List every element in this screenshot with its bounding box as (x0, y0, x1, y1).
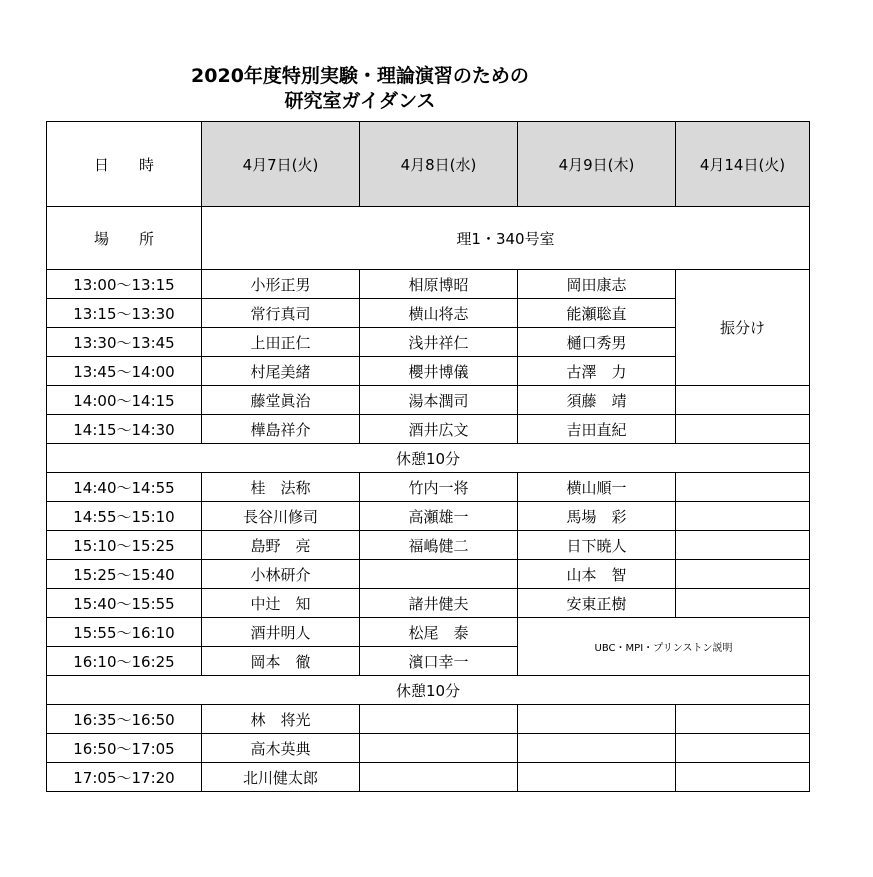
presenter-cell: 濱口幸一 (360, 647, 518, 676)
empty-cell (676, 763, 810, 792)
date-header: 4月7日(火) (202, 122, 360, 207)
program-info-cell: UBC・MPI・プリンストン説明 (518, 618, 810, 676)
date-header: 4月9日(木) (518, 122, 676, 207)
time-cell: 17:05〜17:20 (47, 763, 202, 792)
time-cell: 15:40〜15:55 (47, 589, 202, 618)
allocation-cell: 振分け (676, 270, 810, 386)
schedule-table (46, 121, 810, 792)
time-cell: 16:35〜16:50 (47, 705, 202, 734)
empty-cell (518, 705, 676, 734)
time-cell: 15:10〜15:25 (47, 531, 202, 560)
time-cell: 13:45〜14:00 (47, 357, 202, 386)
presenter-cell: 横山将志 (360, 299, 518, 328)
presenter-cell: 能瀬聡直 (518, 299, 676, 328)
time-cell: 14:40〜14:55 (47, 473, 202, 502)
presenter-cell: 桂 法称 (202, 473, 360, 502)
presenter-cell: 中辻 知 (202, 589, 360, 618)
table-row (47, 705, 810, 734)
empty-cell (676, 705, 810, 734)
document-title-line2: 研究室ガイダンス (284, 90, 436, 112)
date-header: 4月8日(水) (360, 122, 518, 207)
presenter-cell: 常行真司 (202, 299, 360, 328)
place-value: 理1・340号室 (202, 207, 810, 270)
empty-cell (518, 734, 676, 763)
empty-cell (676, 531, 810, 560)
presenter-cell: 高木英典 (202, 734, 360, 763)
empty-cell (518, 763, 676, 792)
presenter-cell: 相原博昭 (360, 270, 518, 299)
place-row (47, 207, 810, 270)
presenter-cell: 須藤 靖 (518, 386, 676, 415)
presenter-cell: 岡本 徹 (202, 647, 360, 676)
time-cell: 14:00〜14:15 (47, 386, 202, 415)
presenter-cell: 島野 亮 (202, 531, 360, 560)
presenter-cell: 長谷川修司 (202, 502, 360, 531)
presenter-cell: 山本 智 (518, 560, 676, 589)
table-row (47, 270, 810, 299)
presenter-cell: 古澤 力 (518, 357, 676, 386)
presenter-cell: 上田正仁 (202, 328, 360, 357)
presenter-cell: 日下暁人 (518, 531, 676, 560)
presenter-cell: 浅井祥仁 (360, 328, 518, 357)
presenter-cell: 小林研介 (202, 560, 360, 589)
time-cell: 13:15〜13:30 (47, 299, 202, 328)
table-row (47, 734, 810, 763)
empty-cell (360, 705, 518, 734)
time-cell: 13:00〜13:15 (47, 270, 202, 299)
break-label: 休憩10分 (47, 444, 810, 473)
empty-cell (360, 763, 518, 792)
place-label: 場 所 (47, 207, 202, 270)
time-cell: 16:10〜16:25 (47, 647, 202, 676)
empty-cell (676, 589, 810, 618)
table-row (47, 589, 810, 618)
presenter-cell (360, 560, 518, 589)
presenter-cell: 福嶋健二 (360, 531, 518, 560)
presenter-cell: 酒井明人 (202, 618, 360, 647)
break-row (47, 676, 810, 705)
presenter-cell: 小形正男 (202, 270, 360, 299)
time-cell: 13:30〜13:45 (47, 328, 202, 357)
table-row (47, 560, 810, 589)
presenter-cell: 湯本潤司 (360, 386, 518, 415)
time-cell: 14:55〜15:10 (47, 502, 202, 531)
time-cell: 15:55〜16:10 (47, 618, 202, 647)
table-row (47, 386, 810, 415)
table-row (47, 473, 810, 502)
presenter-cell: 松尾 泰 (360, 618, 518, 647)
time-cell: 16:50〜17:05 (47, 734, 202, 763)
presenter-cell: 林 将光 (202, 705, 360, 734)
table-row (47, 618, 810, 647)
presenter-cell: 岡田康志 (518, 270, 676, 299)
datetime-header: 日 時 (47, 122, 202, 207)
date-header: 4月14日(火) (676, 122, 810, 207)
presenter-cell: 村尾美緒 (202, 357, 360, 386)
presenter-cell: 吉田直紀 (518, 415, 676, 444)
empty-cell (676, 415, 810, 444)
table-row (47, 502, 810, 531)
presenter-cell: 北川健太郎 (202, 763, 360, 792)
presenter-cell: 馬場 彩 (518, 502, 676, 531)
table-row (47, 763, 810, 792)
presenter-cell: 樺島祥介 (202, 415, 360, 444)
document-title-line1: 2020年度特別実験・理論演習のための (191, 65, 529, 87)
presenter-cell: 横山順一 (518, 473, 676, 502)
time-cell: 14:15〜14:30 (47, 415, 202, 444)
empty-cell (360, 734, 518, 763)
presenter-cell: 安東正樹 (518, 589, 676, 618)
empty-cell (676, 560, 810, 589)
empty-cell (676, 386, 810, 415)
presenter-cell: 高瀬雄一 (360, 502, 518, 531)
break-row (47, 444, 810, 473)
empty-cell (676, 473, 810, 502)
empty-cell (676, 734, 810, 763)
presenter-cell: 藤堂眞治 (202, 386, 360, 415)
presenter-cell: 櫻井博儀 (360, 357, 518, 386)
break-label: 休憩10分 (47, 676, 810, 705)
presenter-cell: 諸井健夫 (360, 589, 518, 618)
presenter-cell: 樋口秀男 (518, 328, 676, 357)
presenter-cell: 竹内一将 (360, 473, 518, 502)
table-row (47, 531, 810, 560)
table-row (47, 415, 810, 444)
empty-cell (676, 502, 810, 531)
header-row (47, 122, 810, 207)
presenter-cell: 酒井広文 (360, 415, 518, 444)
time-cell: 15:25〜15:40 (47, 560, 202, 589)
